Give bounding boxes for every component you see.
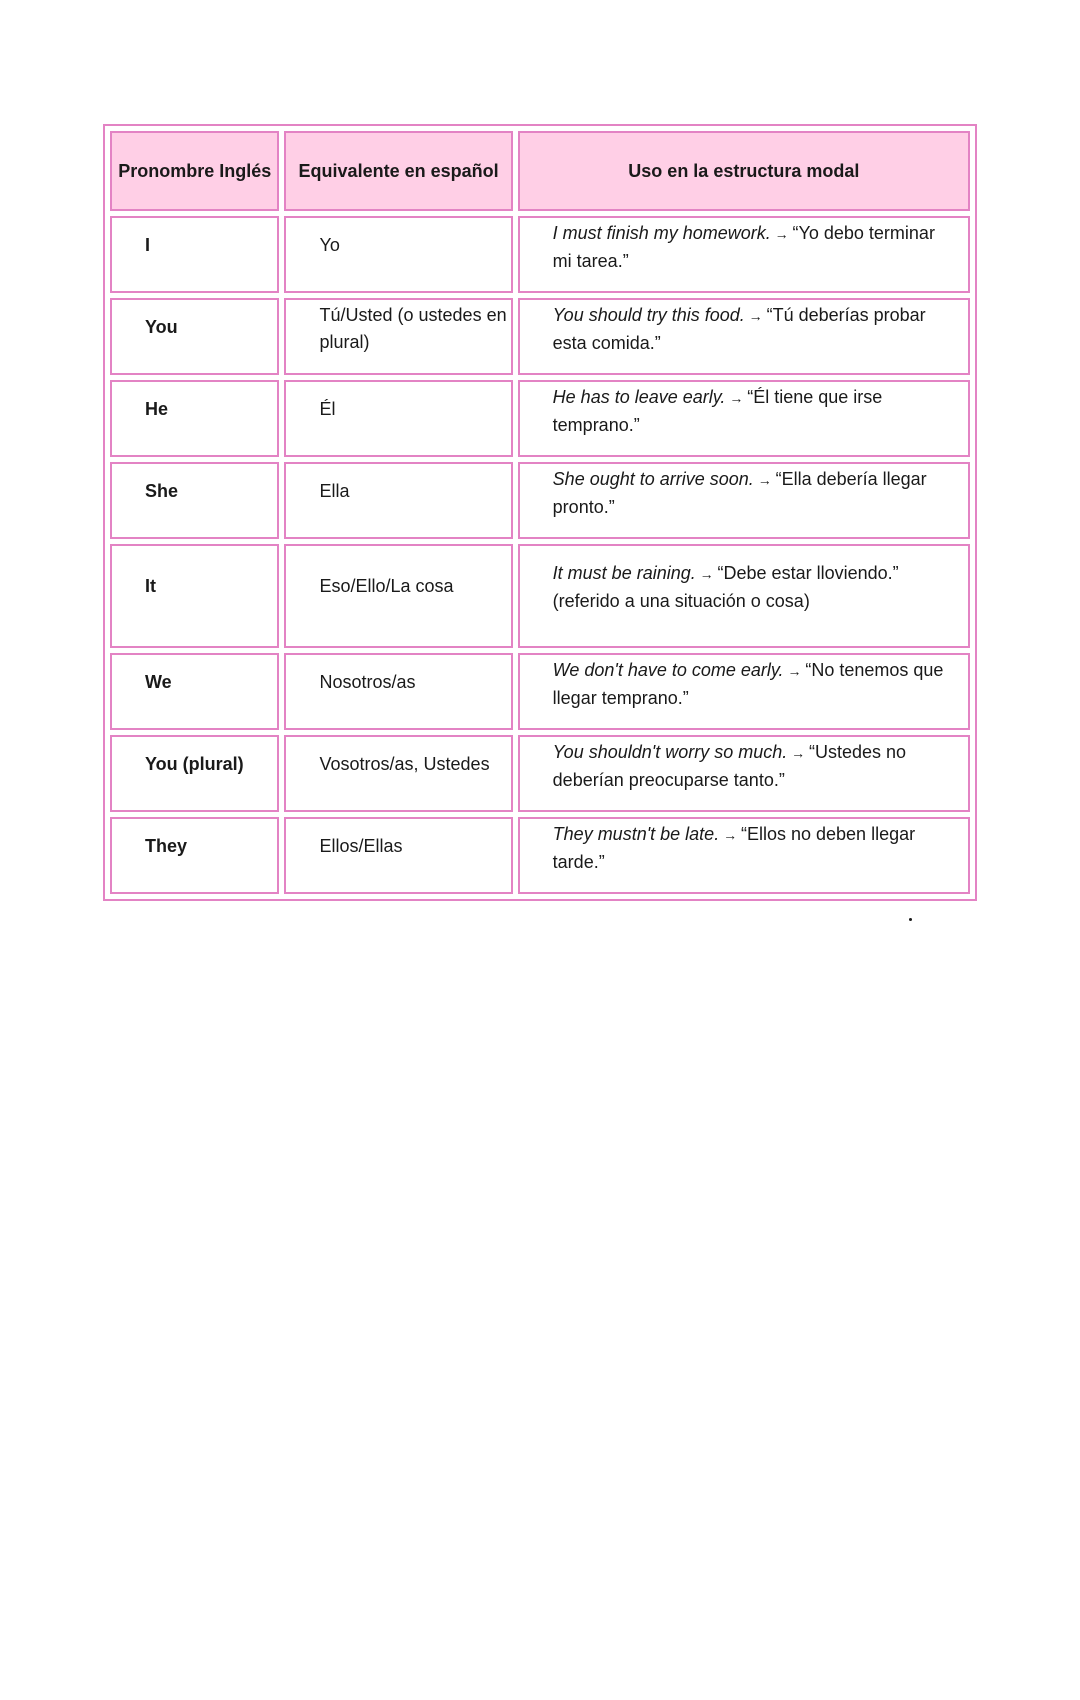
english-example: It must be raining. xyxy=(552,563,696,583)
pronoun-text: You xyxy=(145,317,178,337)
english-example: They mustn't be late. xyxy=(552,824,720,844)
spanish-equivalent-cell xyxy=(284,462,512,539)
pronoun-text: He xyxy=(145,399,169,419)
right-arrow-icon: → xyxy=(753,472,776,488)
pronoun-cell xyxy=(110,817,279,894)
modal-example-text xyxy=(553,300,958,357)
spanish-translation: “Ella debería llegar pronto.” xyxy=(552,469,927,517)
right-arrow-icon: → xyxy=(744,308,767,324)
modal-example-cell xyxy=(518,817,970,894)
modal-example-text xyxy=(553,382,958,439)
modal-example-cell xyxy=(518,462,970,539)
table-row xyxy=(110,817,970,894)
modal-example-cell xyxy=(518,544,970,648)
pronoun-cell xyxy=(110,735,279,812)
pronoun-cell xyxy=(110,216,279,293)
spanish-equivalent-cell xyxy=(284,817,512,894)
modal-example-cell xyxy=(518,735,970,812)
pronoun-text: You (plural) xyxy=(145,754,244,774)
pronoun-cell xyxy=(110,653,279,730)
spanish-translation: “Ustedes no deberían preocuparse tanto.” xyxy=(552,742,907,790)
english-example: I must finish my homework. xyxy=(552,223,771,243)
table-row xyxy=(110,735,970,812)
modal-example-text xyxy=(553,737,958,794)
english-example: He has to leave early. xyxy=(552,387,726,407)
right-arrow-icon: → xyxy=(695,566,718,582)
english-example: She ought to arrive soon. xyxy=(552,469,754,489)
english-example: You shouldn't worry so much. xyxy=(552,742,788,762)
right-arrow-icon: → xyxy=(787,745,810,761)
header-spanish-equivalent xyxy=(284,131,512,211)
table-row xyxy=(110,462,970,539)
modal-example-text xyxy=(553,218,958,275)
spanish-equivalent-cell xyxy=(284,735,512,812)
right-arrow-icon: → xyxy=(770,226,793,242)
table-row xyxy=(110,653,970,730)
spanish-equivalent-cell xyxy=(284,298,512,375)
spanish-equivalent-text: Tú/Usted (o ustedes en plural) xyxy=(319,305,507,352)
modal-example-text xyxy=(553,655,958,712)
spanish-equivalent-text: Ellos/Ellas xyxy=(319,836,403,856)
spanish-equivalent-text: Yo xyxy=(319,235,340,255)
spanish-translation: “Yo debo terminar mi tarea.” xyxy=(552,223,935,271)
spanish-equivalent-text: Eso/Ello/La cosa xyxy=(319,576,454,596)
pronoun-text: We xyxy=(145,672,172,692)
modal-example-cell xyxy=(518,216,970,293)
modal-example-text xyxy=(553,819,958,876)
table-header-row xyxy=(110,131,970,211)
header-usage-label: Uso en la estructura modal xyxy=(628,160,860,181)
spanish-equivalent-text: Él xyxy=(319,399,336,419)
pronoun-text: She xyxy=(145,481,179,501)
header-spanish-label: Equivalente en español xyxy=(298,160,499,181)
pronoun-text: It xyxy=(145,576,156,596)
pronoun-cell xyxy=(110,544,279,648)
header-pronoun xyxy=(110,131,279,211)
spanish-equivalent-cell xyxy=(284,544,512,648)
stray-dot-mark xyxy=(909,918,912,921)
spanish-equivalent-text: Ella xyxy=(319,481,350,501)
pronoun-text: They xyxy=(145,836,188,856)
modal-example-text xyxy=(553,546,958,615)
pronoun-cell xyxy=(110,298,279,375)
right-arrow-icon: → xyxy=(719,827,741,843)
spanish-translation: “Debe estar lloviendo.” (referido a una situación o cosa) xyxy=(552,563,899,611)
pronoun-modal-table xyxy=(103,124,977,901)
pronoun-cell xyxy=(110,380,279,457)
english-example: We don't have to come early. xyxy=(552,660,784,680)
spanish-equivalent-cell xyxy=(284,653,512,730)
header-pronoun-label: Pronombre Inglés xyxy=(118,160,272,181)
spanish-translation: “Ellos no deben llegar tarde.” xyxy=(552,824,916,872)
header-modal-usage xyxy=(518,131,970,211)
spanish-translation: “No tenemos que llegar temprano.” xyxy=(552,660,944,708)
modal-example-cell xyxy=(518,298,970,375)
right-arrow-icon: → xyxy=(725,390,748,406)
modal-example-cell xyxy=(518,653,970,730)
spanish-equivalent-text: Nosotros/as xyxy=(319,672,416,692)
table-body xyxy=(110,216,970,894)
english-example: You should try this food. xyxy=(552,305,745,325)
modal-example-cell xyxy=(518,380,970,457)
table-row xyxy=(110,298,970,375)
spanish-translation: “Tú deberías probar esta comida.” xyxy=(552,305,926,353)
table-row xyxy=(110,544,970,648)
pronoun-cell xyxy=(110,462,279,539)
spanish-translation: “Él tiene que irse temprano.” xyxy=(552,387,883,435)
table-row xyxy=(110,380,970,457)
right-arrow-icon: → xyxy=(783,663,806,679)
spanish-equivalent-cell xyxy=(284,216,512,293)
spanish-equivalent-cell xyxy=(284,380,512,457)
table-row xyxy=(110,216,970,293)
pronoun-text: I xyxy=(145,235,151,255)
spanish-equivalent-text: Vosotros/as, Ustedes xyxy=(319,754,490,774)
modal-example-text xyxy=(553,464,958,521)
